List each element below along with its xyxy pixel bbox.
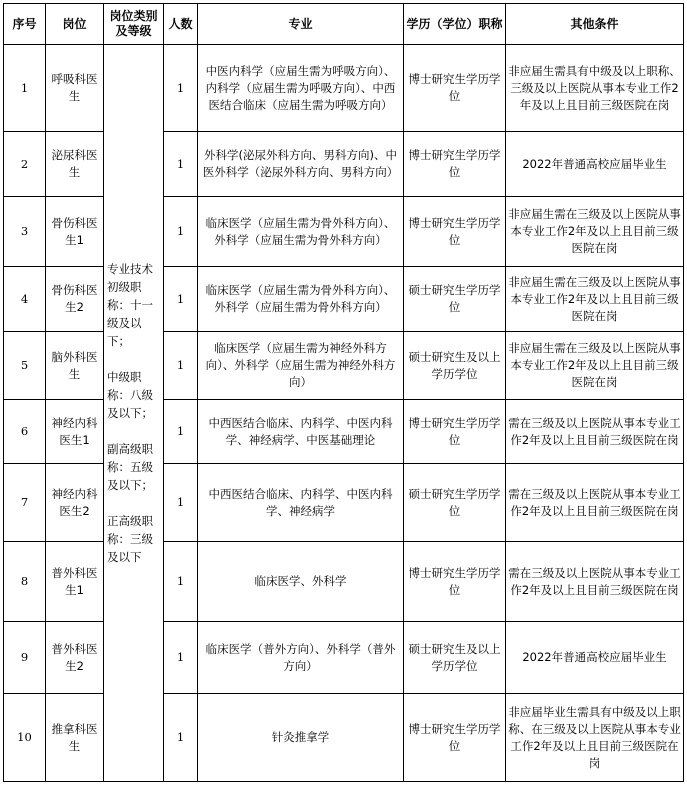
education-cell: 硕士研究生及以上学历学位: [404, 332, 506, 400]
seq-cell: 5: [4, 332, 46, 400]
position-cell: 普外科医生1: [46, 542, 104, 622]
position-cell: 普外科医生2: [46, 622, 104, 694]
other-cell: 需在三级及以上医院从事本专业工作2年及以上且目前三级医院在岗: [506, 400, 684, 464]
position-cell: 神经内科医生1: [46, 400, 104, 464]
table-row: [4, 45, 684, 132]
count-cell: 1: [164, 694, 198, 782]
seq-cell: 2: [4, 132, 46, 197]
education-cell: 博士研究生学历学位: [404, 132, 506, 197]
seq-cell: 10: [4, 694, 46, 782]
education-cell: 博士研究生学历学位: [404, 694, 506, 782]
other-cell: 非应届生需具有中级及以上职称、三级及以上医院从事本专业工作2年及以上且目前三级医院在岗: [506, 45, 684, 132]
major-cell: 外科学(泌尿外科方向、男科方向)、中医外科学（泌尿外科方向、男科方向）: [198, 132, 404, 197]
education-cell: 博士研究生学历学位: [404, 400, 506, 464]
education-cell: 博士研究生学历学位: [404, 197, 506, 267]
count-cell: 1: [164, 132, 198, 197]
category-cell: [104, 45, 164, 782]
position-cell: 骨伤科医生2: [46, 267, 104, 332]
count-cell: 1: [164, 45, 198, 132]
seq-cell: 4: [4, 267, 46, 332]
education-cell: 硕士研究生及以上学历学位: [404, 622, 506, 694]
other-cell: 需在三级及以上医院从事本专业工作2年及以上且目前三级医院在岗: [506, 464, 684, 542]
header-position: 岗位: [46, 4, 104, 45]
education-cell: 硕士研究生学历学位: [404, 267, 506, 332]
major-cell: 临床医学、外科学: [198, 542, 404, 622]
major-cell: 临床医学（应届生需为神经外科方向）、外科学（应届生需为神经外科方向）: [198, 332, 404, 400]
category-text: 专业技术初级职称：十一级及以下； 中级职称：八级及以下； 副高级职称：五级及以下； 正高级职称：三级及以下: [107, 262, 153, 564]
header-category: 岗位类别及等级: [104, 4, 164, 45]
count-cell: 1: [164, 464, 198, 542]
count-cell: 1: [164, 332, 198, 400]
header-row: [4, 4, 684, 45]
recruitment-table: [3, 3, 684, 782]
position-cell: 神经内科医生2: [46, 464, 104, 542]
seq-cell: 8: [4, 542, 46, 622]
major-cell: 中西医结合临床、内科学、中医内科学、神经病学、中医基础理论: [198, 400, 404, 464]
count-cell: 1: [164, 400, 198, 464]
count-cell: 1: [164, 622, 198, 694]
major-cell: 临床医学（应届生需为骨外科方向）、外科学（应届生需为骨外科方向）: [198, 267, 404, 332]
major-cell: 针灸推拿学: [198, 694, 404, 782]
major-cell: 中医内科学（应届生需为呼吸方向）、内科学（应届生需为呼吸方向）、中西医结合临床（应届生需为呼吸方向）: [198, 45, 404, 132]
seq-cell: 3: [4, 197, 46, 267]
seq-cell: 6: [4, 400, 46, 464]
header-seq: 序号: [4, 4, 46, 45]
position-cell: 骨伤科医生1: [46, 197, 104, 267]
other-cell: 2022年普通高校应届毕业生: [506, 622, 684, 694]
seq-cell: 7: [4, 464, 46, 542]
seq-cell: 9: [4, 622, 46, 694]
position-cell: 呼吸科医生: [46, 45, 104, 132]
count-cell: 1: [164, 542, 198, 622]
education-cell: 硕士研究生学历学位: [404, 464, 506, 542]
other-cell: 非应届生需在三级及以上医院从事本专业工作2年及以上且目前三级医院在岗: [506, 267, 684, 332]
header-major: 专业: [198, 4, 404, 45]
other-cell: 非应届生需在三级及以上医院从事本专业工作2年及以上且目前三级医院在岗: [506, 197, 684, 267]
other-cell: 需在三级及以上医院从事本专业工作2年及以上且目前三级医院在岗: [506, 542, 684, 622]
education-cell: 博士研究生学历学位: [404, 45, 506, 132]
major-cell: 中西医结合临床、内科学、中医内科学、神经病学: [198, 464, 404, 542]
major-cell: 临床医学（普外方向）、外科学（普外方向）: [198, 622, 404, 694]
other-cell: 2022年普通高校应届毕业生: [506, 132, 684, 197]
seq-cell: 1: [4, 45, 46, 132]
position-cell: 泌尿科医生: [46, 132, 104, 197]
position-cell: 脑外科医生: [46, 332, 104, 400]
other-cell: 非应届生需在三级及以上医院从事本专业工作2年及以上且目前三级医院在岗: [506, 332, 684, 400]
count-cell: 1: [164, 267, 198, 332]
count-cell: 1: [164, 197, 198, 267]
position-cell: 推拿科医生: [46, 694, 104, 782]
major-cell: 临床医学（应届生需为骨外科方向）、外科学（应届生需为骨外科方向）: [198, 197, 404, 267]
other-cell: 非应届毕业生需具有中级及以上职称、在三级及以上医院从事本专业工作2年及以上且目前三级医院在岗: [506, 694, 684, 782]
header-education: 学历（学位）职称: [404, 4, 506, 45]
header-count: 人数: [164, 4, 198, 45]
header-other: 其他条件: [506, 4, 684, 45]
education-cell: 博士研究生学历学位: [404, 542, 506, 622]
